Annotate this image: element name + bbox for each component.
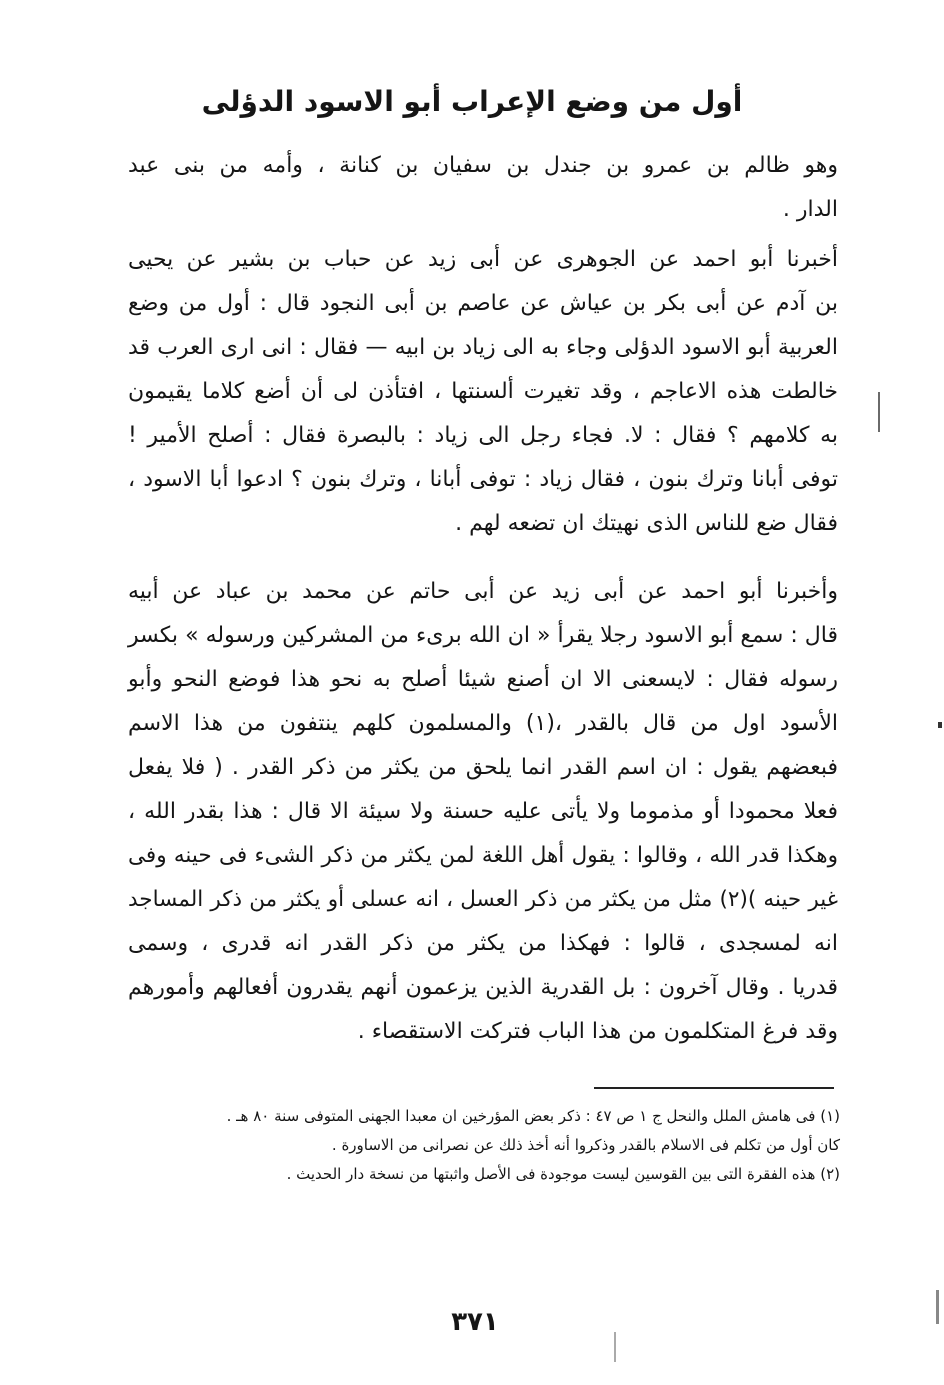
page-number: ٣٧١	[451, 1307, 499, 1337]
text-line: به كلامهم ؟ فقال : لا. فجاء رجل الى زياد : بالبصرة فقال : أصلح الأمير !	[128, 423, 838, 448]
scan-mark	[614, 1332, 616, 1362]
text-line: الأسود اول من قال بالقدر ،(١) والمسلمون كلهم ينتفون من هذا الاسم	[128, 711, 838, 736]
text-line: فبعضهم يقول : ان اسم القدر انما يلحق من يكثر من ذكر القدر . ( فلا يفعل	[128, 755, 838, 780]
text-line: وأخبرنا أبو احمد عن أبى زيد عن أبى حاتم عن محمد بن عباد عن أبيه	[128, 579, 838, 604]
footnote-divider	[594, 1087, 834, 1089]
paragraph-1	[128, 144, 838, 232]
text-line: وهكذا قدر الله ، وقالوا : يقول أهل اللغة لمن يكثر من ذكر الشىء فى حينه وفى	[128, 843, 838, 868]
text-line: وقد فرغ المتكلمون من هذا الباب فتركت الاستقصاء .	[357, 1019, 838, 1044]
text-line: قدريا . وقال آخرون : بل القدرية الذين يزعمون أنهم يقدرون أفعالهم وأمورهم	[128, 975, 838, 1000]
page-title: أول من وضع الإعراب أبو الاسود الدؤلى	[201, 85, 743, 118]
text-line: وهو ظالم بن عمرو بن جندل بن سفيان بن كنانة ، وأمه من بنى عبد	[128, 153, 838, 178]
footnotes	[170, 1102, 840, 1189]
text-line: قال : سمع أبو الاسود رجلا يقرأ « ان الله برىء من المشركين ورسوله » بكسر	[128, 623, 838, 648]
scan-mark	[938, 722, 942, 728]
footnote-line: (٢) هذه الفقرة التى بين القوسين ليست موجودة فى الأصل واثبتها من نسخة دار الحديث .	[286, 1165, 840, 1183]
paragraph-2	[128, 238, 838, 546]
text-line: غير حينه )(٢) مثل من يكثر من ذكر العسل ، انه عسلى أو يكثر من ذكر المساجد	[128, 887, 838, 912]
text-line: انه لمسجدى ، قالوا : فهكذا من يكثر من ذكر القدر انه قدرى ، وسمى	[128, 931, 838, 956]
text-line: بن آدم عن أبى بكر بن عياش عن عاصم بن أبى النجود قال : أول من وضع	[128, 291, 838, 316]
text-line: رسوله فقال : لايسعنى الا ان أصنع شيئا أصلح به نحو هذا فوضع النحو وأبو	[128, 667, 838, 692]
footnote-line: (١) فى هامش الملل والنحل ج ١ ص ٤٧ : ذكر بعض المؤرخين ان معبدا الجهنى المتوفى سنة ٨٠ هـ .	[226, 1107, 840, 1125]
paragraph-3	[128, 570, 838, 1054]
text-line: أخبرنا أبو احمد عن الجوهرى عن أبى زيد عن حباب بن بشير عن يحيى	[128, 247, 838, 272]
scan-mark	[936, 1290, 939, 1324]
scan-mark	[878, 392, 880, 432]
text-line: توفى أبانا وترك بنون ، فقال زياد : توفى أبانا ، وترك بنون ؟ ادعوا أبا الاسود ،	[128, 467, 838, 492]
text-line: خالطت هذه الاعاجم ، وقد تغيرت ألسنتها ، افتأذن لى أن أضع كلاما يقيمون	[128, 379, 838, 404]
text-line: فقال ضع للناس الذى نهيتك ان تضعه لهم .	[455, 511, 838, 536]
text-line: فعلا محمودا أو مذموما ولا يأتى عليه حسنة ولا سيئة الا قال : هذا بقدر الله ،	[128, 799, 838, 824]
text-line: العربية أبو الاسود الدؤلى وجاء به الى زياد بن ابيه — فقال : انى ارى العرب قد	[128, 335, 838, 360]
footnote-line: كان أول من تكلم فى الاسلام بالقدر وذكروا أنه أخذ ذلك عن نصرانى من الاساورة .	[331, 1136, 840, 1154]
text-line: الدار .	[782, 197, 838, 222]
